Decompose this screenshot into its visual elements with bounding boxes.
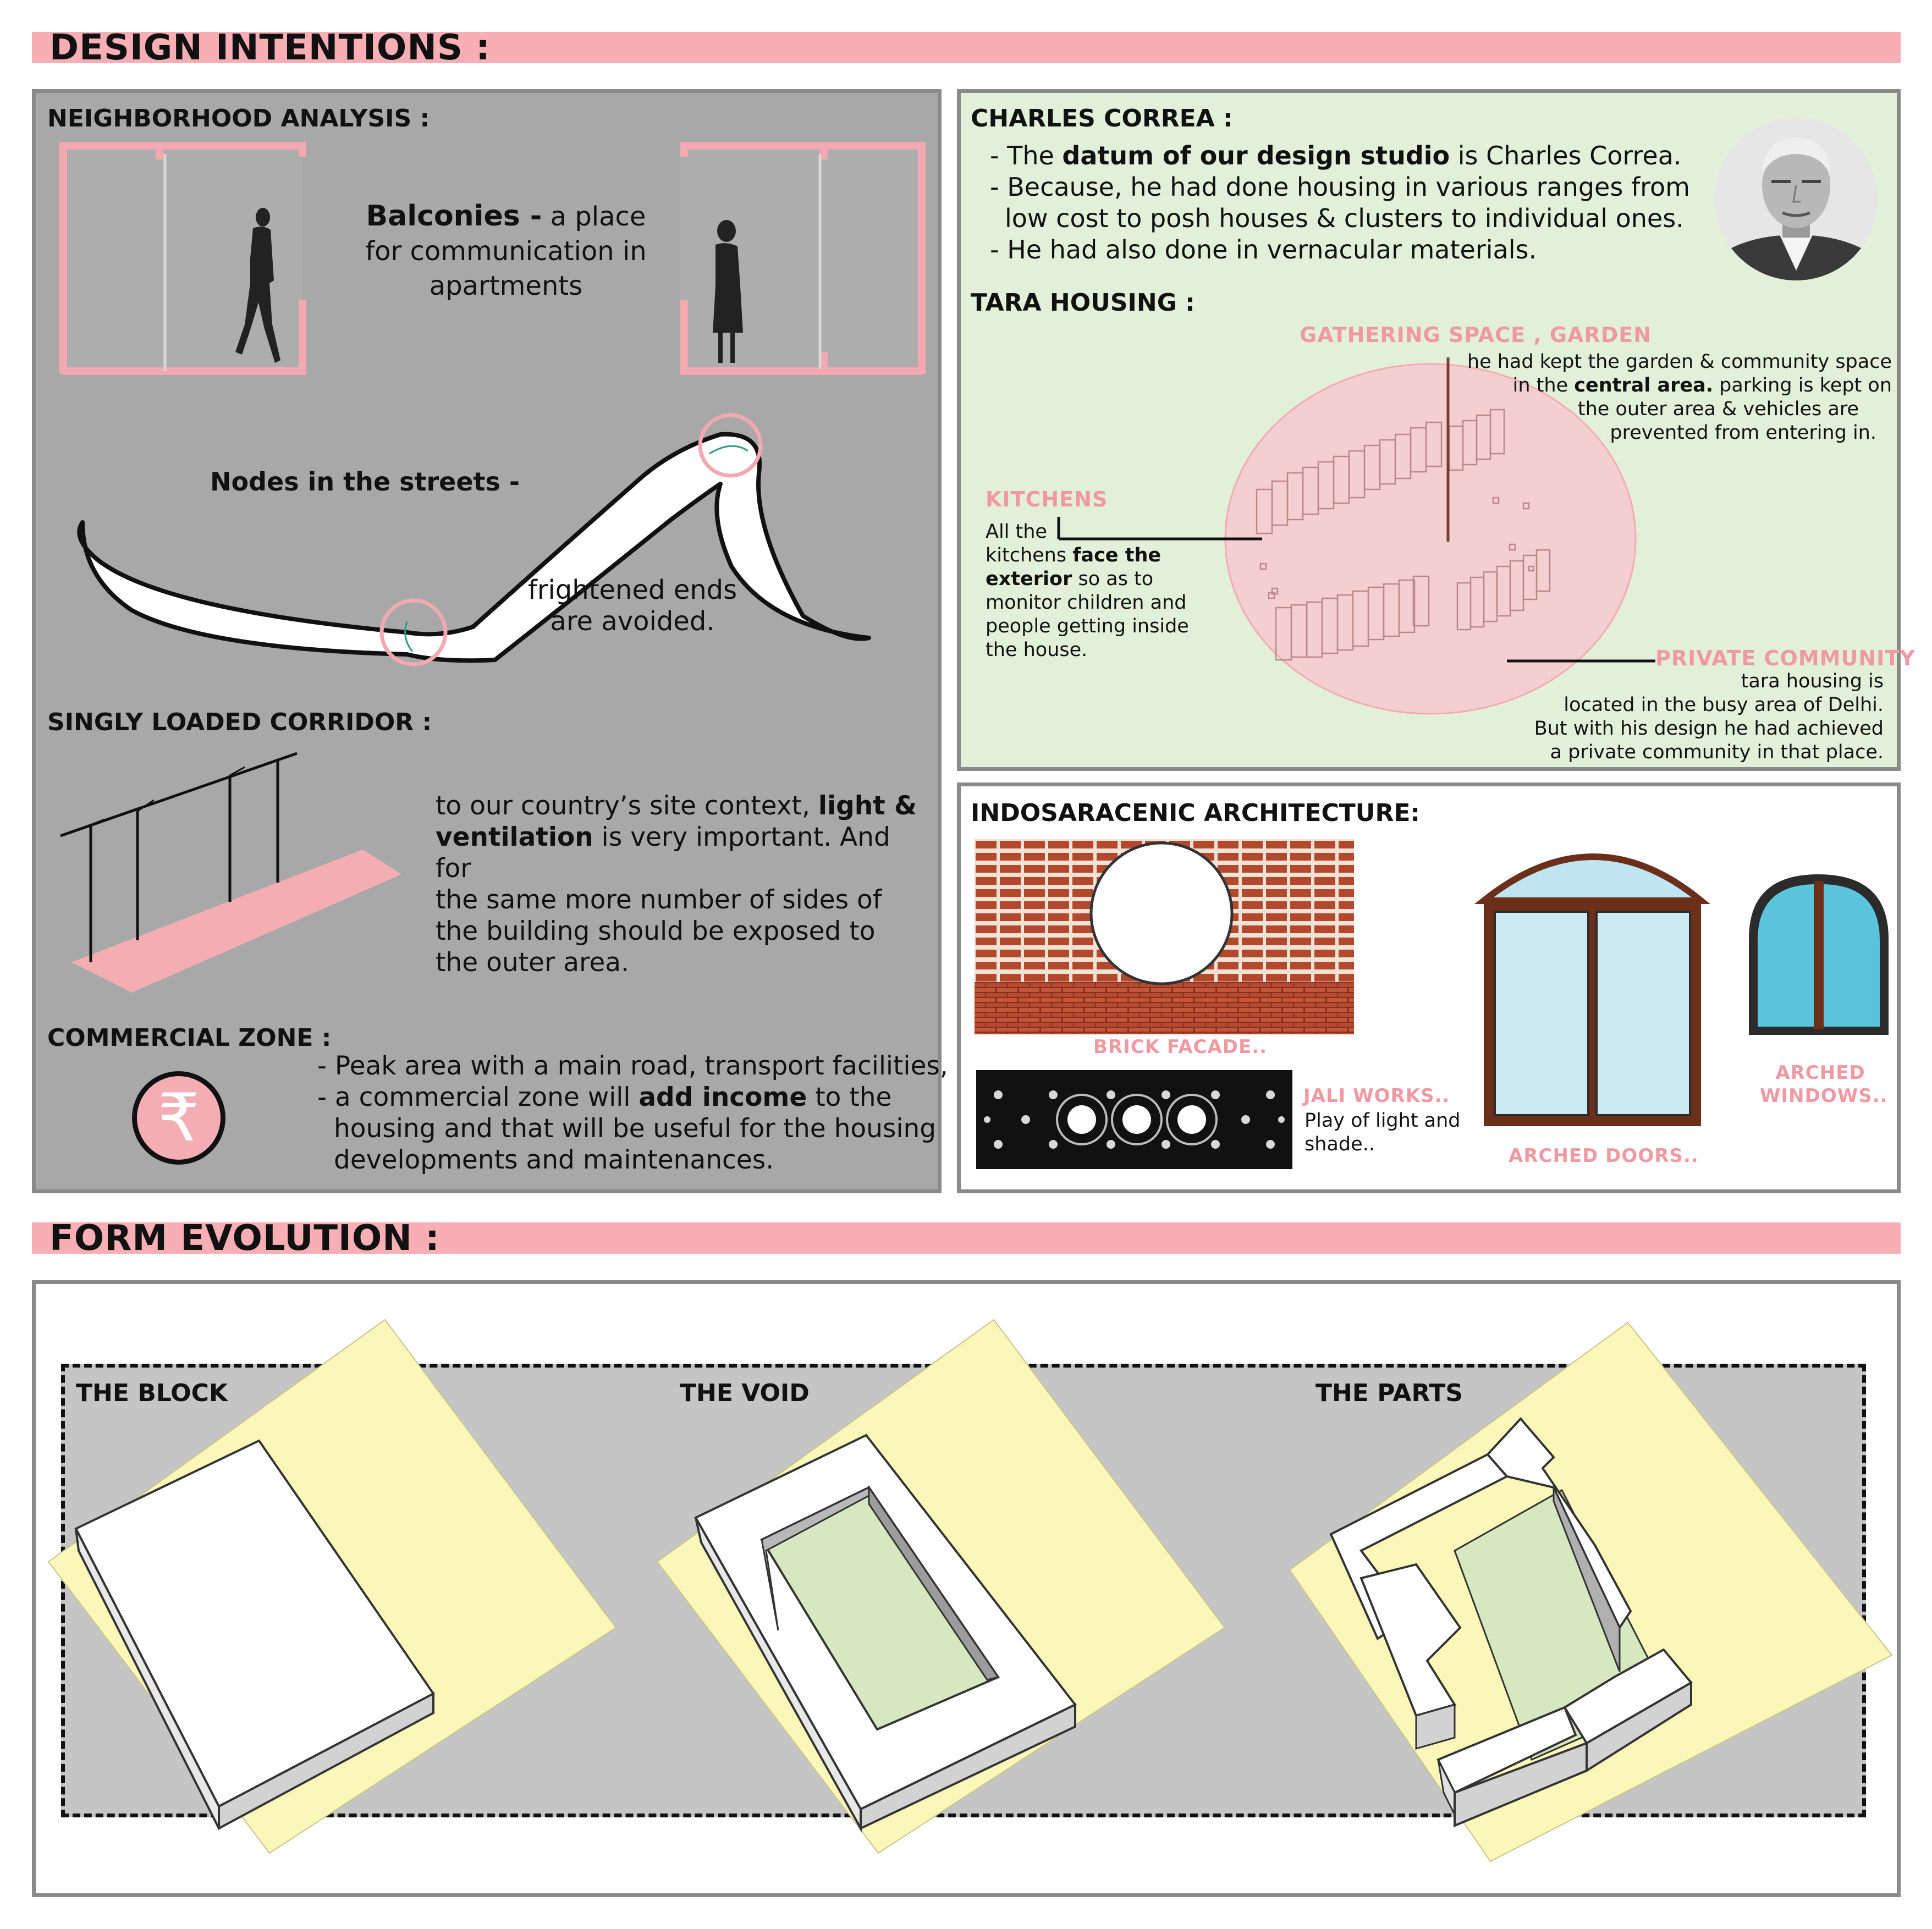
corridor-l1a: to our country’s site context,	[436, 791, 818, 821]
private-l4: a private community in that place.	[1550, 741, 1884, 763]
jali-l1: Play of light and	[1304, 1110, 1461, 1132]
kitchens-l5: people getting inside	[986, 615, 1189, 637]
jali-label: JALI WORKS..	[1303, 1085, 1450, 1107]
private-community-text	[1485, 670, 1884, 764]
ends-line2: are avoided.	[550, 606, 715, 637]
gathering-l3: the outer area & vehicles are	[1577, 398, 1859, 420]
arched-doors-label: ARCHED DOORS..	[1509, 1145, 1699, 1167]
correa-p1b: datum of our design studio	[1062, 141, 1450, 170]
corridor-diagram	[55, 742, 418, 1006]
corridor-l3: the same more number of sides of	[436, 885, 882, 915]
gathering-l4: prevented from entering in.	[1610, 422, 1876, 444]
commercial-text	[317, 1050, 948, 1176]
kitchens-label: KITCHENS	[986, 487, 1108, 511]
correa-p2: - Because, he had done housing in various ranges from	[990, 172, 1690, 202]
indosaracenic-heading: INDOSARACENIC ARCHITECTURE:	[971, 799, 1421, 827]
correa-p4: - He had also done in vernacular materials.	[990, 235, 1537, 264]
rupee-symbol: ₹	[157, 1080, 200, 1156]
kitchens-text	[986, 520, 1217, 662]
balconies-line1: a place	[542, 201, 646, 232]
commercial-heading: COMMERCIAL ZONE :	[47, 1024, 332, 1052]
arched-windows-l1: ARCHED	[1775, 1062, 1865, 1084]
corridor-l1b: light &	[818, 791, 917, 821]
jali-image	[976, 1070, 1295, 1169]
street-nodes-diagram	[55, 401, 902, 687]
correa-p1a: - The	[990, 141, 1063, 170]
arched-windows-label	[1760, 1061, 1888, 1107]
balcony-left-diagram	[60, 143, 308, 379]
corridor-text	[436, 790, 920, 978]
kitchens-l3b: so as to	[1072, 568, 1154, 590]
correa-p3: low cost to posh houses & clusters to individual ones.	[1005, 203, 1684, 233]
correa-portrait	[1714, 117, 1879, 282]
neighborhood-heading: NEIGHBORHOOD ANALYSIS :	[47, 104, 430, 133]
balconies-line2: for communication in	[365, 236, 647, 267]
kitchens-l2a: kitchens	[986, 544, 1073, 566]
jali-text	[1304, 1109, 1491, 1156]
jali-l2: shade..	[1304, 1133, 1375, 1155]
private-l1: tara housing is	[1741, 670, 1884, 692]
brick-facade-image	[975, 839, 1359, 1034]
stage-label-parts: THE PARTS	[1315, 1379, 1463, 1407]
commercial-b1: - Peak area with a main road, transport facilities,	[317, 1051, 948, 1081]
commercial-b4: developments and maintenances.	[334, 1145, 774, 1175]
private-community-label: PRIVATE COMMUNITY	[1655, 646, 1916, 670]
commercial-b2a: - a commercial zone will	[317, 1082, 639, 1112]
balconies-line3: apartments	[429, 271, 583, 301]
rupee-icon	[132, 1071, 225, 1165]
corridor-l2b: is very important. And for	[436, 822, 890, 884]
corridor-heading: SINGLY LOADED CORRIDOR :	[47, 708, 432, 736]
form-evolution-title: FORM EVOLUTION :	[49, 1218, 440, 1259]
gathering-l1: he had kept the garden & community space	[1467, 351, 1892, 373]
tara-heading: TARA HOUSING :	[971, 289, 1195, 317]
balconies-bold: Balconies -	[366, 200, 542, 233]
ends-line1: frightened ends	[527, 575, 737, 605]
gathering-label: GATHERING SPACE , GARDEN	[1300, 323, 1652, 347]
arched-windows-l2: WINDOWS..	[1760, 1085, 1888, 1107]
arched-window-image	[1744, 870, 1894, 1041]
private-l3: But with his design he had achieved	[1534, 718, 1884, 740]
brick-label: BRICK FACADE..	[1093, 1036, 1268, 1058]
stage-label-void: THE VOID	[680, 1379, 810, 1407]
design-intentions-title: DESIGN INTENTIONS :	[49, 27, 491, 68]
correa-text	[990, 140, 1721, 266]
balcony-right-diagram	[680, 143, 927, 379]
corridor-l4: the building should be exposed to	[436, 916, 876, 946]
gathering-l2c: parking is kept on	[1713, 374, 1892, 396]
corridor-l5: the outer area.	[436, 947, 629, 978]
gathering-l2b: central area.	[1574, 374, 1713, 396]
commercial-b3: housing and that will be useful for the housing	[334, 1114, 937, 1144]
kitchens-l3a: exterior	[986, 568, 1072, 590]
kitchens-l1: All the	[986, 521, 1047, 543]
correa-p1c: is Charles Correa.	[1450, 141, 1682, 170]
commercial-b2c: to the	[807, 1082, 892, 1112]
kitchens-l4: monitor children and	[986, 592, 1187, 614]
arched-door-image	[1481, 846, 1707, 1132]
kitchens-l2b: face the	[1072, 544, 1162, 566]
frightened-ends-text	[517, 575, 748, 637]
stage-label-block: THE BLOCK	[76, 1379, 228, 1407]
kitchens-l6: the house.	[986, 639, 1088, 661]
nodes-text: Nodes in the streets -	[210, 467, 520, 497]
commercial-b2b: add income	[639, 1082, 807, 1112]
gathering-l2a: in the	[1512, 374, 1575, 396]
balconies-text	[335, 199, 676, 304]
private-l2: located in the busy area of Delhi.	[1564, 694, 1884, 716]
gathering-text	[1375, 350, 1892, 445]
circular-opening	[1091, 843, 1232, 984]
correa-heading: CHARLES CORREA :	[971, 104, 1233, 133]
corridor-l2a: ventilation	[436, 822, 593, 852]
